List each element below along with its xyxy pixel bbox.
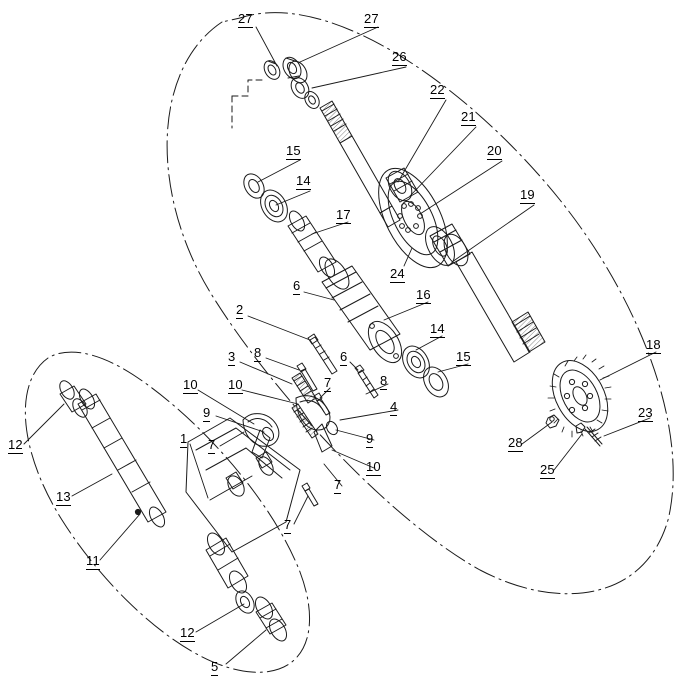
callout-27b: 27 bbox=[364, 11, 379, 26]
callout-7a: 7 bbox=[324, 375, 332, 390]
callout-17: 17 bbox=[336, 207, 351, 222]
callout-9b: 9 bbox=[366, 431, 374, 446]
callout-12b: 12 bbox=[180, 625, 195, 640]
callout-1: 1 bbox=[180, 431, 188, 446]
callout-25: 25 bbox=[540, 462, 555, 477]
callout-3: 3 bbox=[228, 349, 236, 364]
callout-11: 11 bbox=[86, 553, 100, 568]
callout-24: 24 bbox=[390, 266, 405, 281]
callout-23: 23 bbox=[638, 405, 653, 420]
callout-10b: 10 bbox=[228, 377, 243, 392]
callout-10a: 10 bbox=[183, 377, 198, 392]
callout-8b: 8 bbox=[380, 373, 388, 388]
callout-2: 2 bbox=[236, 302, 244, 317]
callout-15a: 15 bbox=[286, 143, 301, 158]
callout-7b: 7 bbox=[208, 437, 216, 452]
callout-9a: 9 bbox=[203, 405, 211, 420]
callout-27a: 27 bbox=[238, 11, 253, 26]
callout-12a: 12 bbox=[8, 437, 23, 452]
callout-18: 18 bbox=[646, 337, 661, 352]
callout-13: 13 bbox=[56, 489, 71, 504]
callout-10c: 10 bbox=[366, 459, 381, 474]
callout-7c: 7 bbox=[284, 517, 292, 532]
callout-21: 21 bbox=[461, 109, 476, 124]
callout-14a: 14 bbox=[296, 173, 311, 188]
callout-15b: 15 bbox=[456, 349, 471, 364]
callout-20: 20 bbox=[487, 143, 502, 158]
callout-26: 26 bbox=[392, 49, 407, 64]
callout-4: 4 bbox=[390, 399, 398, 414]
callout-16: 16 bbox=[416, 287, 431, 302]
callout-6a: 6 bbox=[293, 278, 301, 293]
callout-6b: 6 bbox=[340, 349, 348, 364]
callout-8a: 8 bbox=[254, 345, 262, 360]
callout-19: 19 bbox=[520, 187, 535, 202]
callout-14b: 14 bbox=[430, 321, 445, 336]
callout-7d: 7 bbox=[334, 477, 342, 492]
callout-5: 5 bbox=[211, 659, 219, 674]
callout-28: 28 bbox=[508, 435, 523, 450]
callout-22: 22 bbox=[430, 82, 445, 97]
